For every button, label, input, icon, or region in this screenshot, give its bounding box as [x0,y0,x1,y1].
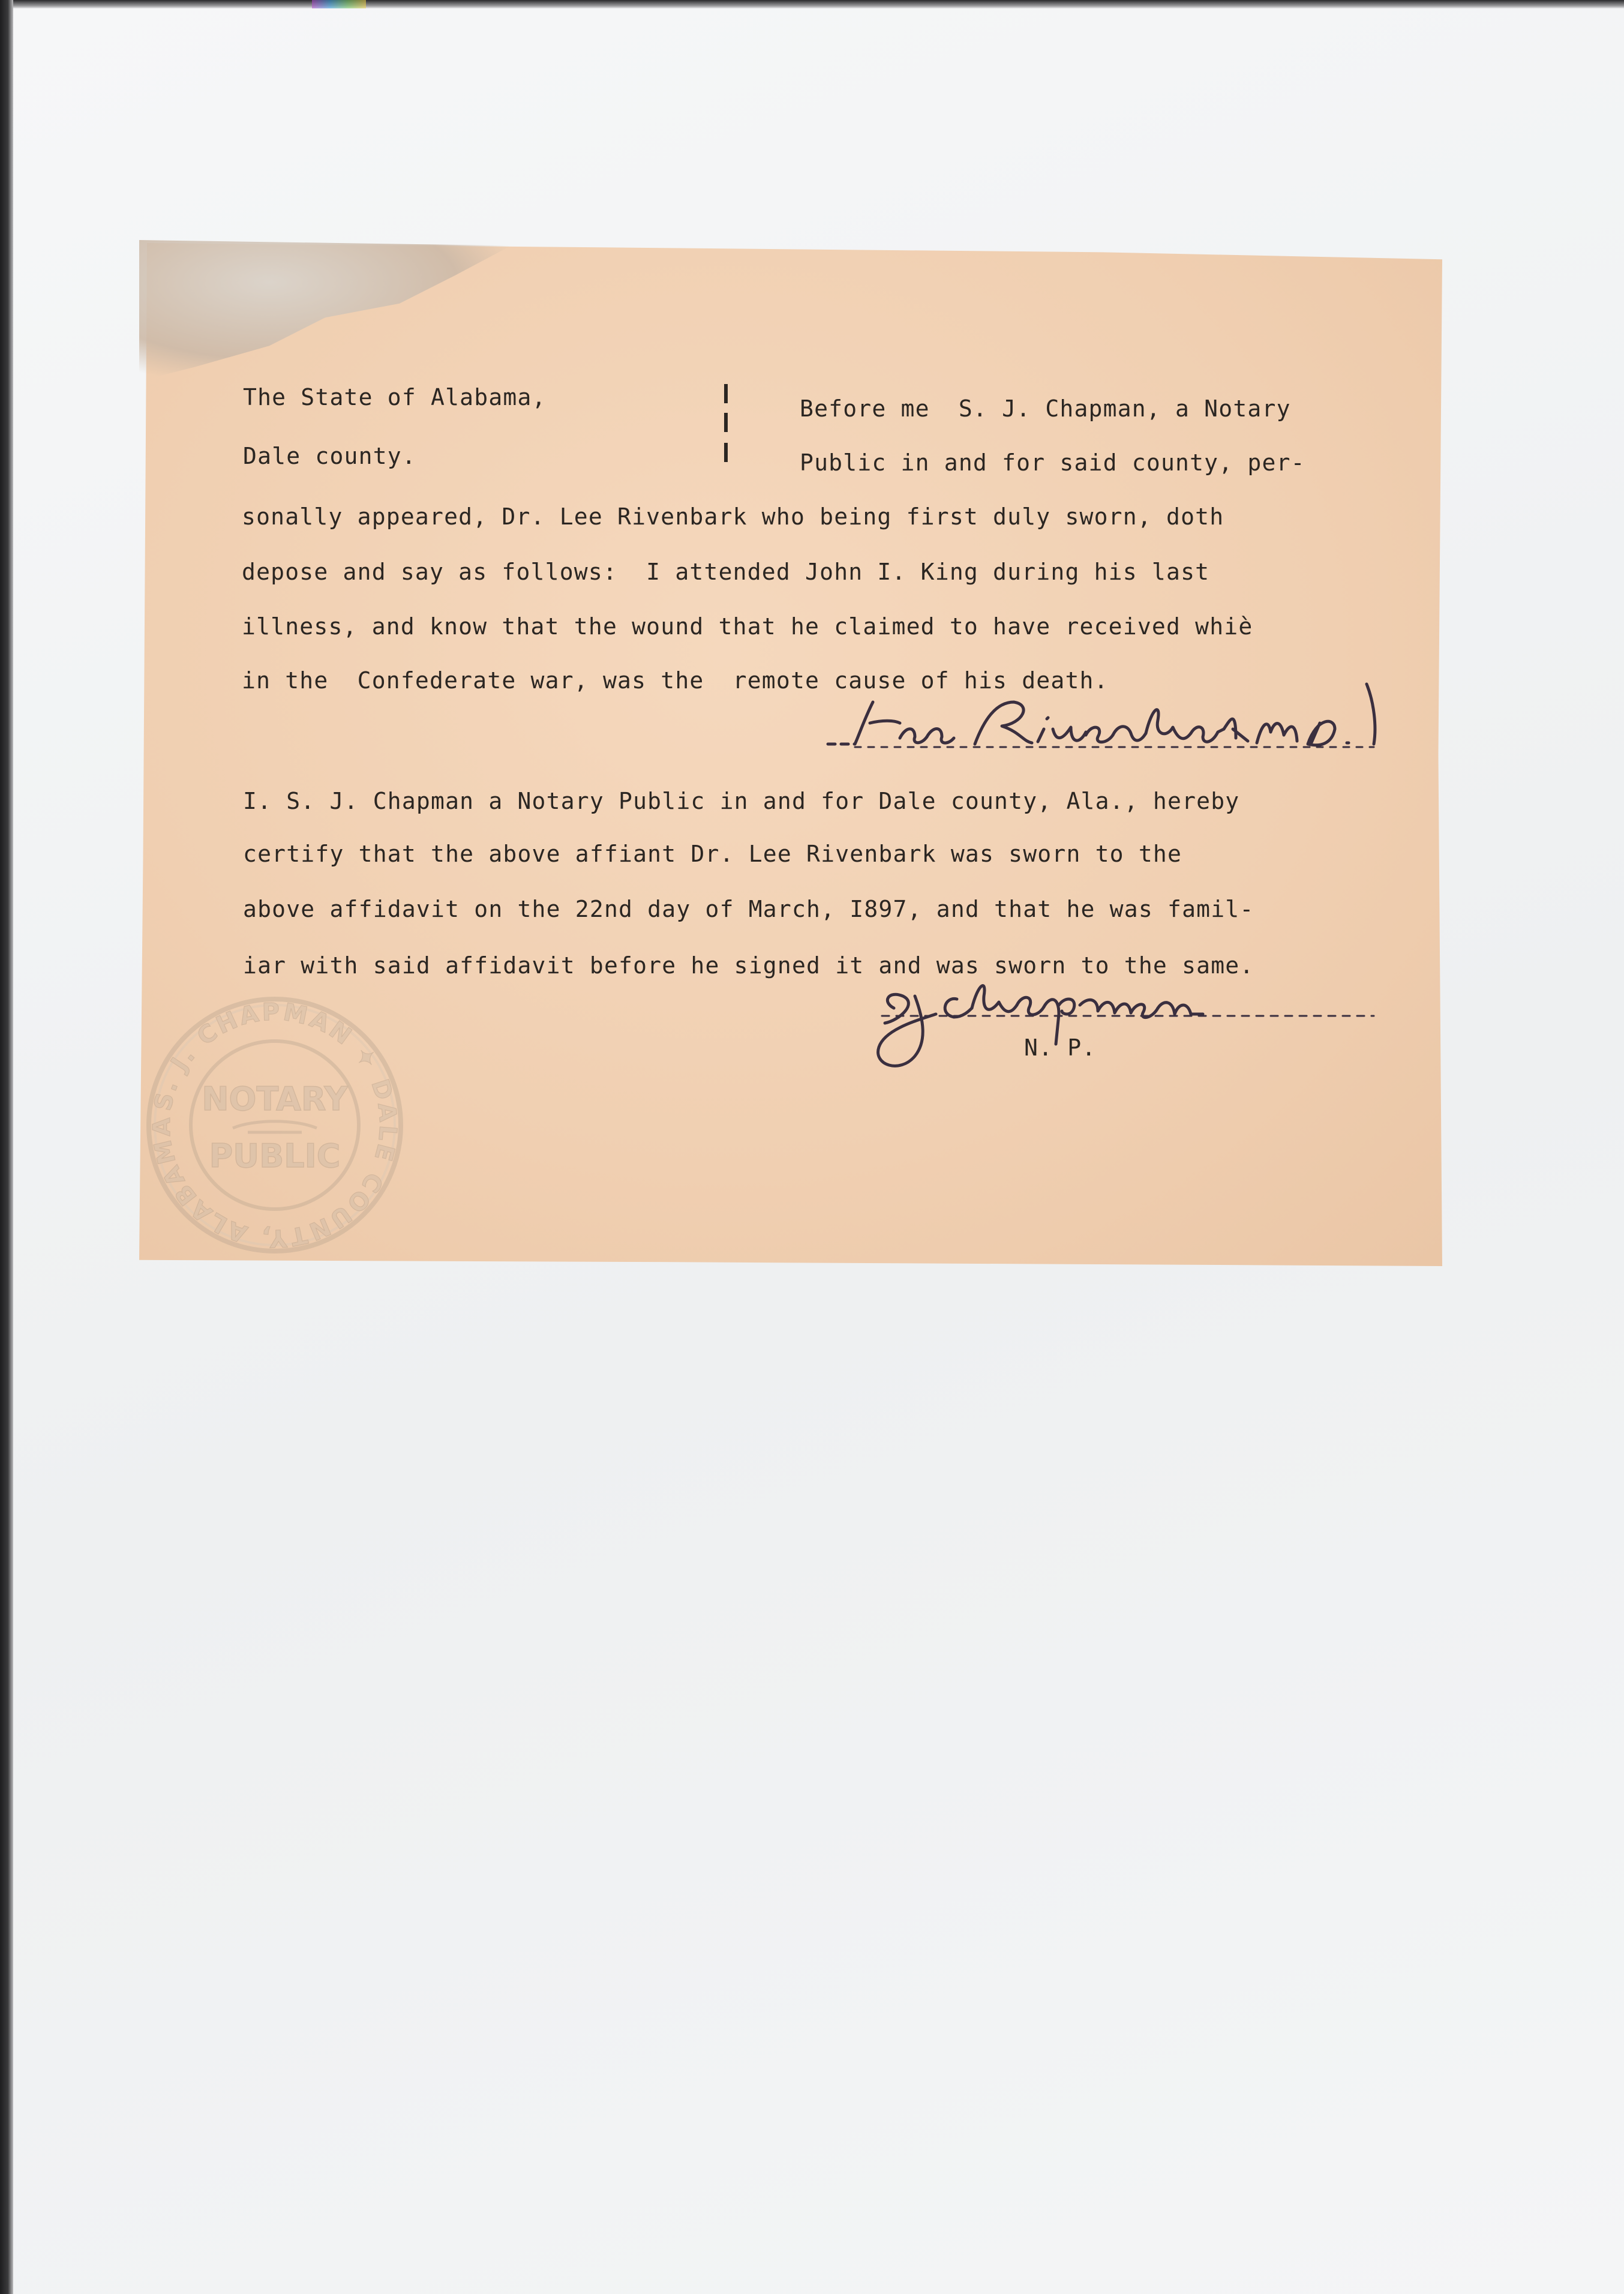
scan-top-edge [0,0,1624,8]
venue-bracket-2 [724,413,728,432]
certificate-line: above affidavit on the 22nd day of March, I897, and that he was famil- [243,896,1254,922]
venue-notary-intro-cont: Public in and for said county, per- [800,449,1305,476]
svg-text:S. J. CHAPMAN ✦ DALE COUNTY, A: S. J. CHAPMAN ✦ DALE COUNTY, ALABAMA [148,998,402,1252]
venue-state: The State of Alabama, [243,384,547,410]
certificate-line: iar with said affidavit before he signed it and was sworn to the same. [243,952,1254,979]
affidavit-line: depose and say as follows: I attended John I. King during his last [242,559,1210,585]
venue-bracket-1 [724,384,728,403]
venue-bracket-3 [724,443,728,462]
svg-text:PUBLIC: PUBLIC [209,1137,341,1175]
certificate-line: I. S. J. Chapman a Notary Public in and for Dale county, Ala., hereby [243,788,1240,814]
notary-title: N. P. [1024,1034,1097,1061]
certificate-line: certify that the above affiant Dr. Lee Rivenbark was sworn to the [243,841,1182,867]
affidavit-line: sonally appeared, Dr. Lee Rivenbark who being first duly sworn, doth [242,503,1224,530]
venue-county: Dale county. [243,443,416,469]
affidavit-line: illness, and know that the wound that he claimed to have received whiè [242,613,1253,640]
venue-notary-intro: Before me S. J. Chapman, a Notary [800,395,1291,422]
notary-seal [143,993,407,1257]
scan-left-edge [0,0,13,2294]
affidavit-line: in the Confederate war, was the remote cause of his death. [242,667,1109,694]
svg-text:NOTARY: NOTARY [202,1080,348,1118]
